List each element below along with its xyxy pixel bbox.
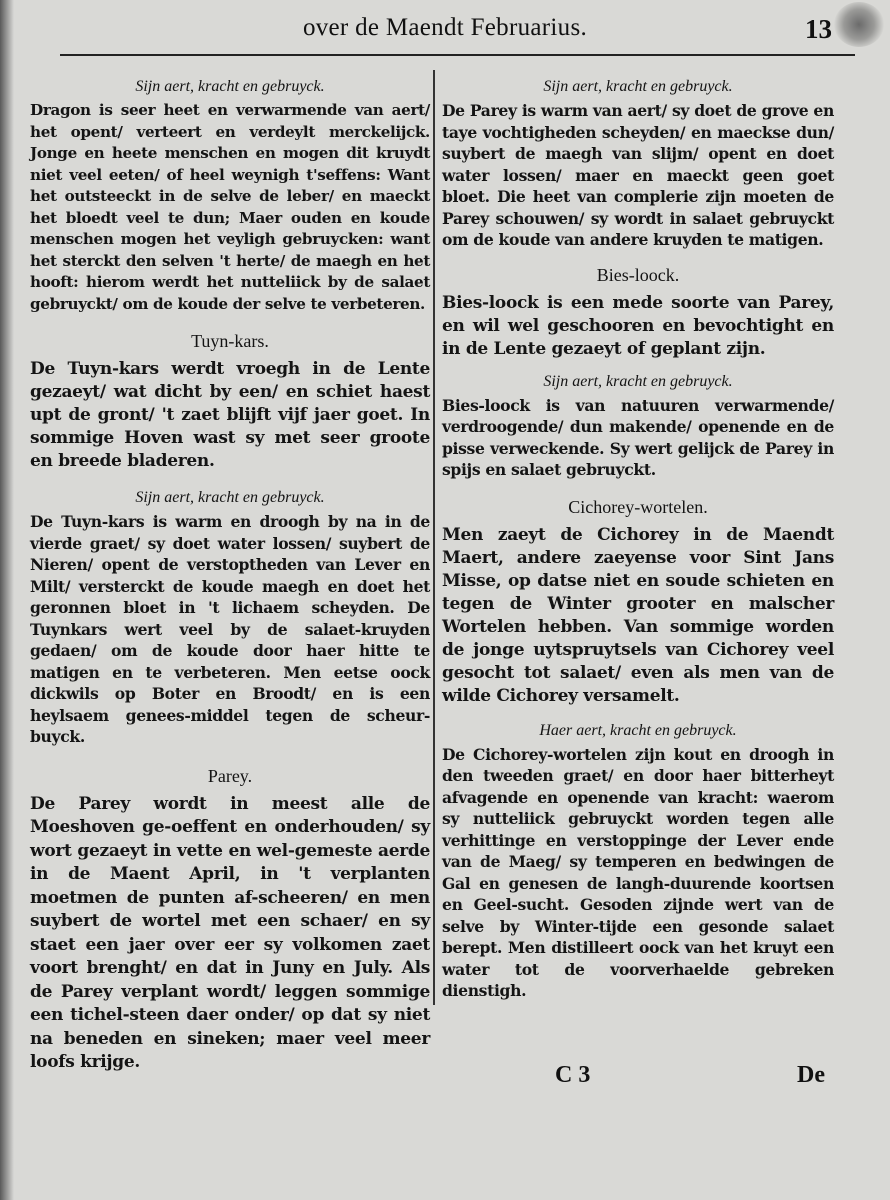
section-paragraph: De Parey wordt in meest alle de Moeshoven ge-oeffent en onderhouden/ sy wort gezaeyt in vette en wel-gemeste aerde in de Maent April, in 't verplanten moetmen de punten af-scheeren/ en men suybert de wortel met een schaer/ en sy staet een jaer over eer sy volkomen zaet voort brenght/ en dat in Juny en July. Als de Parey verplant wordt/ leggen sommige een tichel-steen daer onder/ op dat sy niet na beneden en sineken; maer veel meer loofs krijge. bbox=[30, 793, 430, 1072]
section-subheading: Sijn aert, kracht en gebruyck. bbox=[135, 78, 325, 95]
catchword: De bbox=[797, 1062, 825, 1088]
left-column bbox=[30, 62, 430, 1075]
header-rule bbox=[60, 54, 855, 56]
running-header: over de Maendt Februarius. bbox=[302, 14, 588, 41]
section-paragraph: De Tuyn-kars werdt vroegh in de Lente gezaeyt/ wat dicht by een/ en schiet haest upt de gront/ 't zaet blijft vijf jaer goet. In sommige Hoven wast sy met seer groote en breede bladeren. bbox=[30, 359, 430, 471]
section-subheading: Sijn aert, kracht en gebruyck. bbox=[135, 489, 325, 506]
section-paragraph: Bies-loock is een mede soorte van Parey, en wil wel geschooren en bevochtight en in de Lente gezaeyt of geplant zijn. bbox=[442, 292, 834, 359]
section-subheading: Sijn aert, kracht en gebruyck. bbox=[543, 372, 733, 390]
page-edge-shadow bbox=[0, 0, 14, 1200]
page-number: 13 bbox=[805, 14, 832, 44]
section-paragraph: De Cichorey-wortelen zijn kout en droogh in den tweeden graet/ en door haer bitterheyt afvagende en openende van kracht: waerom sy nutteliick gebruyckt worden tegen alle verhittinge en verstoppinge der Lever ende van de Maeg/ sy temperen en bedwingen de Gal en genesen de langh-duurende koortsen en Geel-sucht. Gesoden zijnde wert van de selve by Winter-tijde een gesonde salaet berept. Men distilleert oock van het kruyt een water tot de voorverhaelde gebreken dienstigh. bbox=[442, 744, 834, 1000]
section-heading: Tuyn-kars. bbox=[191, 331, 269, 351]
section-subheading: Sijn aert, kracht en gebruyck. bbox=[543, 78, 733, 95]
section-heading: Parey. bbox=[207, 765, 253, 786]
section-heading: Bies-loock. bbox=[596, 264, 680, 285]
section-heading: Cichorey-wortelen. bbox=[568, 496, 708, 517]
right-column bbox=[442, 62, 834, 1002]
section-paragraph: Men zaeyt de Cichorey in de Maendt Maert, andere zaeyense voor Sint Jans Misse, op datse niet en soude schieten en tegen de Winter grooter en malscher Wortelen hebben. Van sommige worden de jonge uytspruytsels van Cichorey veel gesocht tot salaet/ even als men van de wilde Cichorey versamelt. bbox=[442, 524, 834, 706]
signature-mark: C 3 bbox=[555, 1062, 591, 1088]
section-paragraph: Dragon is seer heet en verwarmende van aert/ het opent/ verteert en verdeylt merckelijck. Jonge en heete menschen en mogen dit kruydt niet veel eeten/ of heel weynigh t'seffens: Want het outsteeckt in de selve de leber/ en maeckt het bloedt veel te dun; Maer ouden en koude menschen mogen het veyligh gebruycken: want het sterckt den selven 't herte/ de maegh en het hooft: hierom werdt het nutteliick by de salaet gebruyckt/ om de koude der selve te verbeteren. bbox=[30, 101, 430, 313]
section-paragraph: De Parey is warm van aert/ sy doet de grove en taye vochtigheden scheyden/ en maeckse dun/ suybert de maegh van slijm/ opent en doet water lossen/ maer en maeckt geen goet bloet. Die heet van complerie zijn moeten de Parey schouwen/ sy wordt in salaet gebruyckt om de koude van andere kruyden te matigen. bbox=[442, 101, 834, 249]
section-paragraph: Bies-loock is van natuuren verwarmende/ verdroogende/ dun makende/ openende en de pisse verweckende. Sy wert gelijck de Parey in spijs en salaet gebruyckt. bbox=[442, 395, 834, 479]
column-divider bbox=[433, 70, 435, 1005]
section-paragraph: De Tuyn-kars is warm en droogh by na in de vierde graet/ sy doet water lossen/ suybert de Nieren/ opent de verstoptheden van Lever en Milt/ versterckt de koude maegh en doet het geronnen bloet in 't lichaem scheyden. De Tuynkars wert veel by de salaet-kruyden gedaen/ om de koude door haer hitte te matigen en te verbeteren. Men eetse oock dickwils op Boter en Broodt/ en is een heylsaem genees-middel tegen de scheur-buyck. bbox=[30, 512, 430, 746]
section-subheading: Haer aert, kracht en gebruyck. bbox=[539, 721, 737, 739]
